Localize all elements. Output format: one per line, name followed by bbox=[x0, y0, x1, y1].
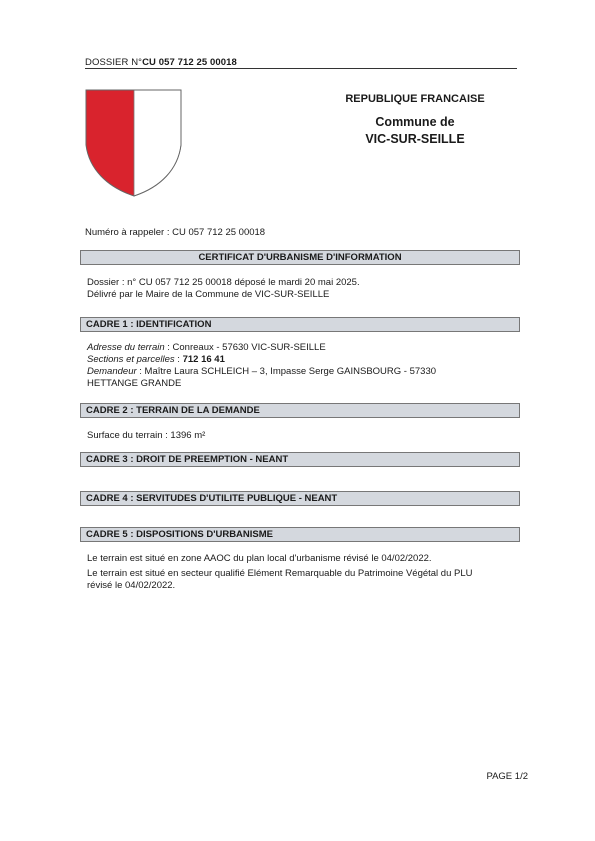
adresse-line bbox=[87, 342, 517, 354]
certificat-line-2: Délivré par le Maire de la Commune de VIC-SUR-SEILLE bbox=[87, 289, 330, 300]
sections-line bbox=[87, 354, 517, 366]
cadre-3-title: CADRE 3 : DROIT DE PREEMPTION - NEANT bbox=[80, 452, 520, 467]
dispositions-line-1: Le terrain est situé en zone AAOC du plan local d'urbanisme révisé le 04/02/2022. bbox=[87, 553, 432, 564]
numero-a-rappeler: Numéro à rappeler : CU 057 712 25 00018 bbox=[85, 227, 266, 238]
coat-of-arms-shield bbox=[85, 89, 182, 197]
cadre-1-title: CADRE 1 : IDENTIFICATION bbox=[80, 317, 520, 332]
republique-francaise: REPUBLIQUE FRANCAISE bbox=[345, 93, 485, 105]
cadre-4-title: CADRE 4 : SERVITUDES D'UTILITE PUBLIQUE - NEANT bbox=[80, 491, 520, 506]
dossier-prefix: DOSSIER N° bbox=[85, 57, 143, 68]
demandeur-value: : Maître Laura SCHLEICH – 3, Impasse Serge GAINSBOURG - 57330 bbox=[136, 366, 437, 377]
commune-label: Commune de bbox=[375, 115, 455, 129]
page-number: PAGE 1/2 bbox=[486, 771, 528, 782]
commune-name: VIC-SUR-SEILLE bbox=[365, 132, 465, 146]
certificat-title: CERTIFICAT D'URBANISME D'INFORMATION bbox=[80, 250, 520, 265]
dossier-header bbox=[85, 57, 237, 68]
demandeur-line bbox=[87, 366, 517, 378]
dispositions-line-2: Le terrain est situé en secteur qualifié Elément Remarquable du Patrimoine Végétal du PLU bbox=[87, 568, 473, 579]
cadre-5-title: CADRE 5 : DISPOSITIONS D'URBANISME bbox=[80, 527, 520, 542]
sections-value: 712 16 41 bbox=[182, 354, 225, 365]
sections-label: Sections et parcelles bbox=[87, 354, 175, 365]
dossier-number: CU 057 712 25 00018 bbox=[142, 57, 237, 68]
surface-terrain: Surface du terrain : 1396 m² bbox=[87, 430, 206, 441]
demandeur-label: Demandeur bbox=[87, 366, 137, 377]
dispositions-line-3: révisé le 04/02/2022. bbox=[87, 580, 176, 591]
adresse-value: : Conreaux - 57630 VIC-SUR-SEILLE bbox=[164, 342, 326, 353]
sections-sep: : bbox=[174, 354, 183, 365]
commune-block bbox=[300, 114, 530, 148]
adresse-label: Adresse du terrain bbox=[87, 342, 165, 353]
cadre-2-title: CADRE 2 : TERRAIN DE LA DEMANDE bbox=[80, 403, 520, 418]
certificat-line-1: Dossier : n° CU 057 712 25 00018 déposé le mardi 20 mai 2025. bbox=[87, 277, 360, 288]
header-divider bbox=[85, 68, 517, 69]
demandeur-line-2: HETTANGE GRANDE bbox=[87, 378, 182, 389]
